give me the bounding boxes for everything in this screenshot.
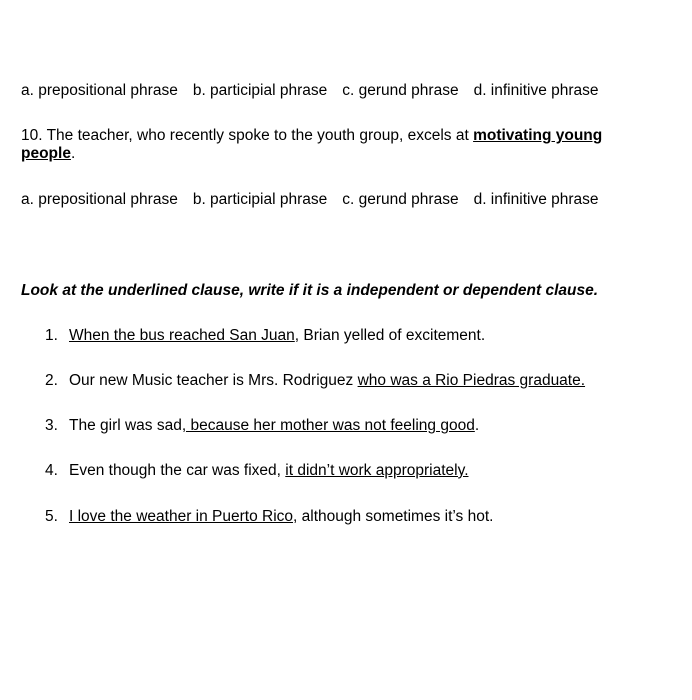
choice-b: b. participial phrase bbox=[192, 191, 328, 208]
item-text: Even though the car was fixed, bbox=[69, 462, 286, 479]
item-number: 3. bbox=[45, 417, 58, 434]
item-number: 5. bbox=[45, 508, 58, 525]
item-text: The girl was sad bbox=[69, 417, 182, 434]
item-number: 4. bbox=[45, 462, 58, 479]
choice-a: a. prepositional phrase bbox=[21, 82, 178, 99]
question-10-period: . bbox=[70, 145, 76, 162]
item-text: Our new Music teacher is Mrs. Rodriguez bbox=[69, 372, 358, 389]
choice-d: d. infinitive phrase bbox=[473, 191, 599, 208]
section-instruction: Look at the underlined clause, write if it is a independent or dependent clause. bbox=[21, 282, 599, 299]
item-text: , Brian yelled of excitement. bbox=[294, 327, 486, 344]
underlined-clause: who was a Rio Piedras graduate. bbox=[357, 372, 586, 389]
item-text-end: . bbox=[474, 417, 480, 434]
choice-d: d. infinitive phrase bbox=[473, 82, 599, 99]
list-item bbox=[45, 372, 585, 390]
question-10-underlined-phrase: motivating young people bbox=[21, 127, 603, 162]
question-10-text: 10. The teacher, who recently spoke to the youth group, excels at bbox=[21, 127, 474, 144]
item-number: 1. bbox=[45, 327, 58, 344]
list-item bbox=[45, 327, 485, 345]
choice-c: c. gerund phrase bbox=[342, 191, 459, 208]
underlined-clause: I love the weather in Puerto Rico bbox=[69, 508, 294, 525]
question-10 bbox=[21, 127, 641, 163]
choice-b: b. participial phrase bbox=[192, 82, 328, 99]
item-number: 2. bbox=[45, 372, 58, 389]
choices-row-top bbox=[21, 82, 599, 100]
choice-c: c. gerund phrase bbox=[342, 82, 459, 99]
item-text: , although sometimes it’s hot. bbox=[293, 508, 494, 525]
choice-a: a. prepositional phrase bbox=[21, 191, 178, 208]
list-item bbox=[45, 508, 493, 526]
list-item bbox=[45, 462, 469, 480]
choices-row-q10 bbox=[21, 191, 599, 209]
underlined-clause: it didn’t work appropriately. bbox=[285, 462, 469, 479]
list-item bbox=[45, 417, 479, 435]
underlined-clause: When the bus reached San Juan bbox=[69, 327, 295, 344]
underlined-clause: , because her mother was not feeling good bbox=[181, 417, 475, 434]
